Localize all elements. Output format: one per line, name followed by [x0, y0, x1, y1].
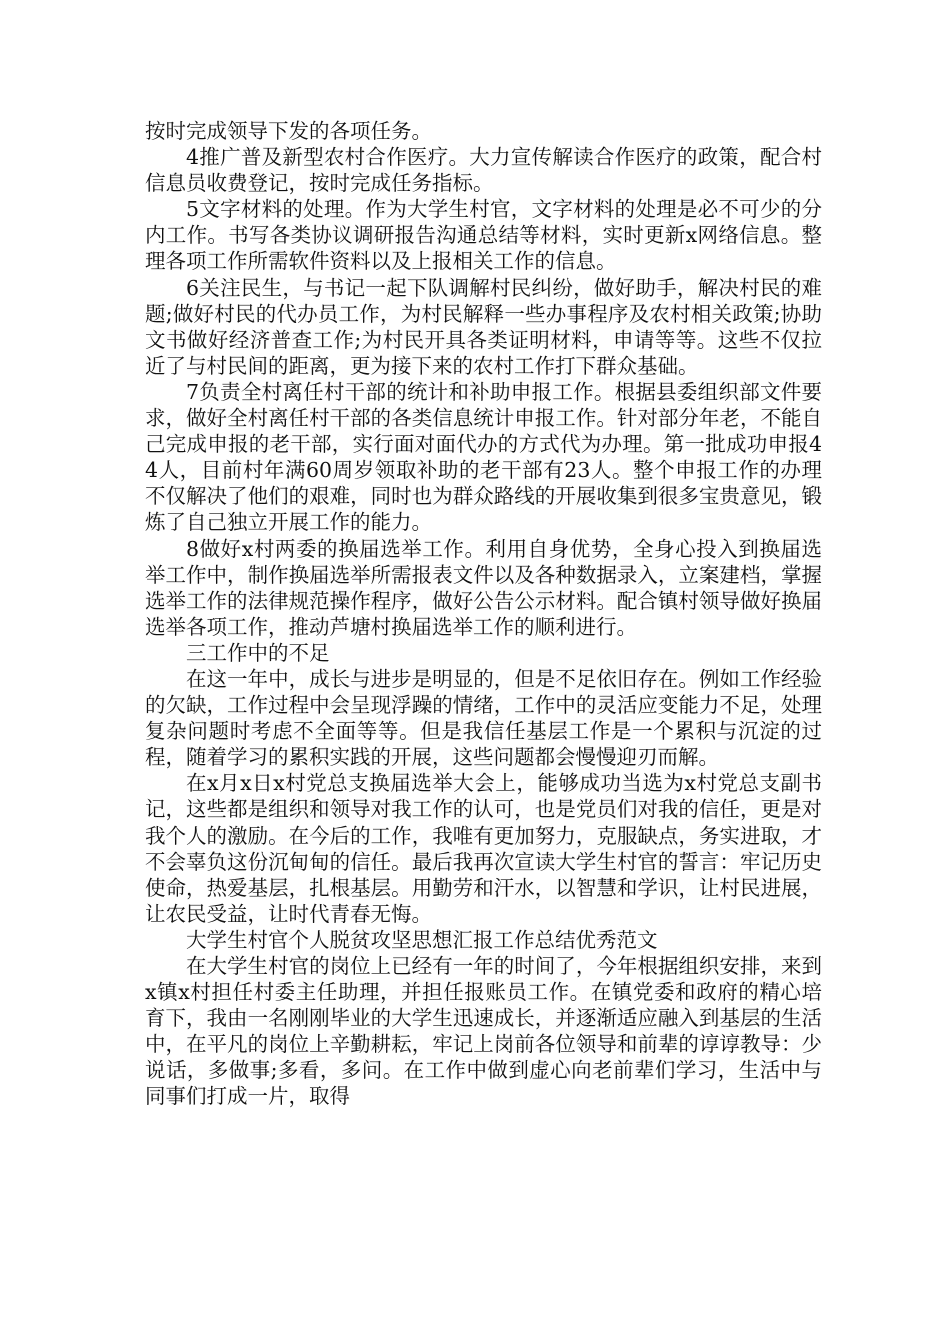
section-heading-shortcomings: 三工作中的不足: [186, 640, 330, 665]
article-title: 大学生村官个人脱贫攻坚思想汇报工作总结优秀范文: [186, 927, 658, 952]
document-body: [145, 118, 822, 1110]
paragraph-item-7-retired-cadres: 7负责全村离任村干部的统计和补助申报工作。根据县委组织部文件要求，做好全村离任村干部的各类信息统计申报工作。针对部分年老，不能自己完成申报的老干部，实行面对面代办的方式代为办理。第一批成功申报44人，目前村年满60周岁领取补助的老干部有23人。整个申报工作的办理不仅解决了他们的艰难，同时也为群众路线的开展收集到很多宝贵意见，锻炼了自己独立开展工作的能力。: [145, 379, 822, 535]
paragraph-task-completion: 按时完成领导下发的各项任务。: [145, 119, 432, 143]
paragraph-item-8-election: 8做好x村两委的换届选举工作。利用自身优势，全身心投入到换届选举工作中，制作换届选举所需报表文件以及各种数据录入，立案建档，掌握选举工作的法律规范操作程序，做好公告公示材料。配合镇村领导做好换届选举各项工作，推动芦塘村换届选举工作的顺利进行。: [145, 536, 822, 639]
paragraph-election-outcome: 在x月x日x村党总支换届选举大会上，能够成功当选为x村党总支副书记，这些都是组织和领导对我工作的认可，也是党员们对我的信任，更是对我个人的激励。在今后的工作，我唯有更加努力，克服缺点，务实进取，才不会辜负这份沉甸甸的信任。最后我再次宣读大学生村官的誓言：牢记历史使命，热爱基层，扎根基层。用勤劳和汗水，以智慧和学识，让村民进展，让农民受益，让时代青春无悔。: [145, 771, 822, 926]
paragraph-intro: 在大学生村官的岗位上已经有一年的时间了，今年根据组织安排，来到x镇x村担任村委主任助理，并担任报账员工作。在镇党委和政府的精心培育下，我由一名刚刚毕业的大学生迅速成长，并逐渐适应融入到基层的生活中，在平凡的岗位上辛勤耕耘，牢记上岗前各位领导和前辈的谆谆教导：少说话，多做事;多看，多问。在工作中做到虚心向老前辈们学习，生活中与同事们打成一片，取得: [145, 954, 822, 1109]
paragraph-shortcomings: 在这一年中，成长与进步是明显的，但是不足依旧存在。例如工作经验的欠缺，工作过程中会呈现浮躁的情绪，工作中的灵活应变能力不足，处理复杂问题时考虑不全面等等。但是我信任基层工作是一个累积与沉淀的过程，随着学习的累积实践的开展，这些问题都会慢慢迎刃而解。: [145, 666, 822, 770]
paragraph-item-5-documents: 5文字材料的处理。作为大学生村官，文字材料的处理是必不可少的分内工作。书写各类协议调研报告沟通总结等材料，实时更新x网络信息。整理各项工作所需软件资料以及上报相关工作的信息。: [145, 197, 822, 274]
paragraph-item-4-medical-insurance: 4推广普及新型农村合作医疗。大力宣传解读合作医疗的政策，配合村信息员收费登记，按时完成任务指标。: [145, 145, 822, 196]
paragraph-item-6-livelihood: 6关注民生，与书记一起下队调解村民纠纷，做好助手，解决村民的难题;做好村民的代办员工作，为村民解释一些办事程序及农村相关政策;协助文书做好经济普查工作;为村民开具各类证明材料，申请等等。这些不仅拉近了与村民间的距离，更为接下来的农村工作打下群众基础。: [145, 275, 822, 378]
